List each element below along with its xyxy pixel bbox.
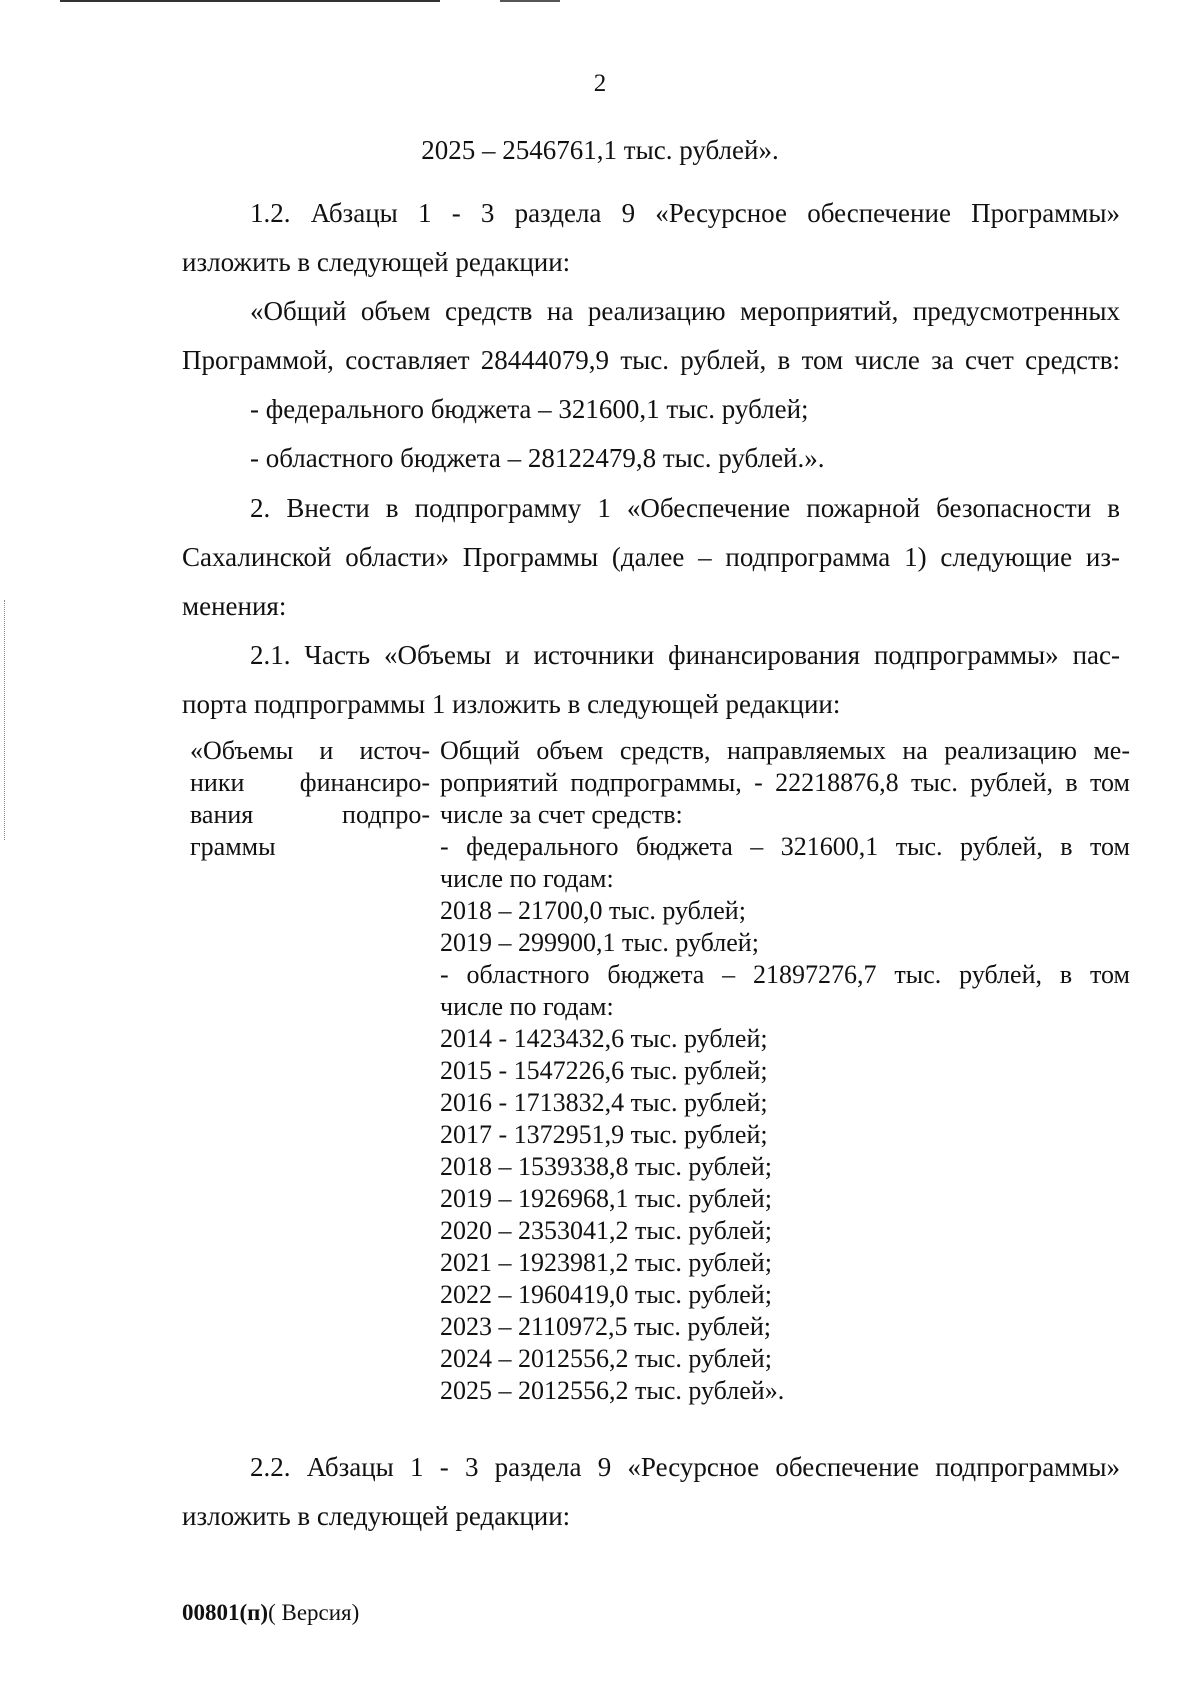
regional-year-line: 2018 – 1539338,8 тыс. рублей; [440, 1152, 772, 1181]
scan-edge-line [60, 0, 440, 2]
paragraph-2-1-line-2: порта подпрограммы 1 изложить в следующей редакции: [182, 689, 841, 719]
scan-edge-line [500, 0, 560, 2]
quote-1-line-1: «Общий объем средств на реализацию мероприятий, предусмотренных [250, 296, 1120, 326]
table-label-line: вания подпро- [190, 800, 430, 829]
regional-year-line: 2025 – 2012556,2 тыс. рублей». [440, 1376, 785, 1405]
table-value-line: - областного бюджета – 21897276,7 тыс. рублей, в том [440, 960, 1130, 989]
table-label-line: ники финансиро- [190, 768, 430, 797]
document-footer [182, 1600, 359, 1626]
regional-year-line: 2016 - 1713832,4 тыс. рублей; [440, 1088, 768, 1117]
paragraph-1-2-line-1: 1.2. Абзацы 1 - 3 раздела 9 «Ресурсное обеспечение Программы» [250, 198, 1120, 228]
paragraph-2-1-line-1: 2.1. Часть «Объемы и источники финансирования подпрограммы» пас- [250, 640, 1120, 670]
table-value-column [440, 735, 1130, 1407]
scan-margin-mark [4, 600, 7, 840]
page-number: 2 [593, 70, 607, 97]
paragraph-1-2-line-2: изложить в следующей редакции: [182, 247, 571, 277]
table-value-line: роприятий подпрограммы, - 22218876,8 тыс. рублей, в том [440, 768, 1130, 797]
document-code: 00801(п) [182, 1600, 269, 1625]
paragraph-2-line-2: Сахалинской области» Программы (далее – подпрограмма 1) следующие из- [182, 542, 1120, 572]
paragraph-2-line-1: 2. Внести в подпрограмму 1 «Обеспечение пожарной безопасности в [250, 493, 1120, 523]
table-value-line: числе по годам: [440, 992, 614, 1021]
quote-1-line-3: - федерального бюджета – 321600,1 тыс. рублей; [250, 394, 809, 424]
regional-year-line: 2019 – 1926968,1 тыс. рублей; [440, 1184, 772, 1213]
table-value-line: - федерального бюджета – 321600,1 тыс. рублей, в том [440, 832, 1130, 861]
paragraph-2-2-line-1: 2.2. Абзацы 1 - 3 раздела 9 «Ресурсное обеспечение подпрограммы» [250, 1452, 1120, 1482]
continuation-line: 2025 – 2546761,1 тыс. рублей». [421, 135, 779, 165]
document-version: ( Версия) [268, 1600, 360, 1625]
regional-year-line: 2015 - 1547226,6 тыс. рублей; [440, 1056, 768, 1085]
federal-year-line: 2019 – 299900,1 тыс. рублей; [440, 928, 759, 957]
table-value-line: числе по годам: [440, 864, 614, 893]
regional-year-line: 2020 – 2353041,2 тыс. рублей; [440, 1216, 772, 1245]
paragraph-2-line-3: менения: [182, 591, 287, 621]
quote-1-line-2: Программой, составляет 28444079,9 тыс. рублей, в том числе за счет средств: [182, 345, 1120, 375]
regional-year-line: 2022 – 1960419,0 тыс. рублей; [440, 1280, 772, 1309]
regional-year-line: 2024 – 2012556,2 тыс. рублей; [440, 1344, 772, 1373]
paragraph-2-2-line-2: изложить в следующей редакции: [182, 1501, 571, 1531]
table-value-line: Общий объем средств, направляемых на реализацию ме- [440, 736, 1130, 765]
regional-year-line: 2023 – 2110972,5 тыс. рублей; [440, 1312, 771, 1341]
table-label-line: граммы [190, 832, 276, 861]
table-value-line: числе за счет средств: [440, 800, 683, 829]
regional-year-line: 2014 - 1423432,6 тыс. рублей; [440, 1024, 768, 1053]
table-label-column [190, 735, 430, 863]
quote-1-line-4: - областного бюджета – 28122479,8 тыс. рублей.». [250, 443, 825, 473]
federal-year-line: 2018 – 21700,0 тыс. рублей; [440, 896, 746, 925]
table-label-line: «Объемы и источ- [190, 736, 430, 765]
regional-year-line: 2017 - 1372951,9 тыс. рублей; [440, 1120, 768, 1149]
regional-year-line: 2021 – 1923981,2 тыс. рублей; [440, 1248, 772, 1277]
